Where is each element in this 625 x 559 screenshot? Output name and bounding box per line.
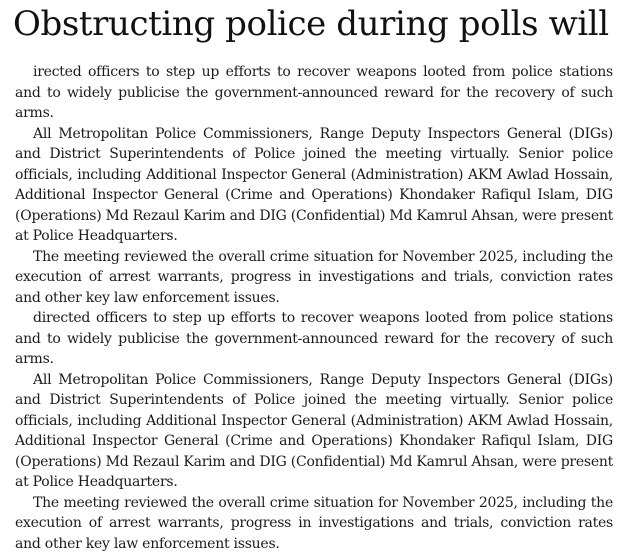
article-paragraph: All Metropolitan Police Commissioners, Range Deputy Inspectors General (DIGs) and District Superintendents of Police joined the meeting virtually. Senior police officials, including Additional Inspector General (Administration) AKM Awlad Hossain, Additional Inspector General (Crime and Operations) Khondaker Rafiqul Islam, DIG (Operations) Md Rezaul Karim and DIG (Confidential) Md Kamrul Ahsan, were present at Police Headquarters. xyxy=(15,125,613,244)
article-paragraph: All Metropolitan Police Commissioners, Range Deputy Inspectors General (DIGs) and District Superintendents of Police joined the meeting virtually. Senior police officials, including Additional Inspector General (Administration) AKM Awlad Hossain, Additional Inspector General (Crime and Operations) Khondaker Rafiqul Islam, DIG (Operations) Md Rezaul Karim and DIG (Confidential) Md Kamrul Ahsan, were present at Police Headquarters. xyxy=(15,371,613,490)
article-paragraph: The meeting reviewed the overall crime situation for November 2025, including the execution of arrest warrants, progress in investigations and trials, conviction rates and other key law enforcement issues. xyxy=(15,494,613,552)
article-paragraph: directed officers to step up efforts to recover weapons looted from police stations and to widely publicise the government-announced reward for the recovery of such arms. xyxy=(15,310,613,367)
article-body xyxy=(15,62,613,554)
article-paragraph: The meeting reviewed the overall crime situation for November 2025, including the execution of arrest warrants, progress in investigations and trials, conviction rates and other key law enforcement issues. xyxy=(15,248,613,306)
headline: Obstructing police during polls will xyxy=(13,4,609,44)
article-paragraph: irected officers to step up efforts to recover weapons looted from police stations and to widely publicise the government-announced reward for the recovery of such arms. xyxy=(15,64,613,121)
